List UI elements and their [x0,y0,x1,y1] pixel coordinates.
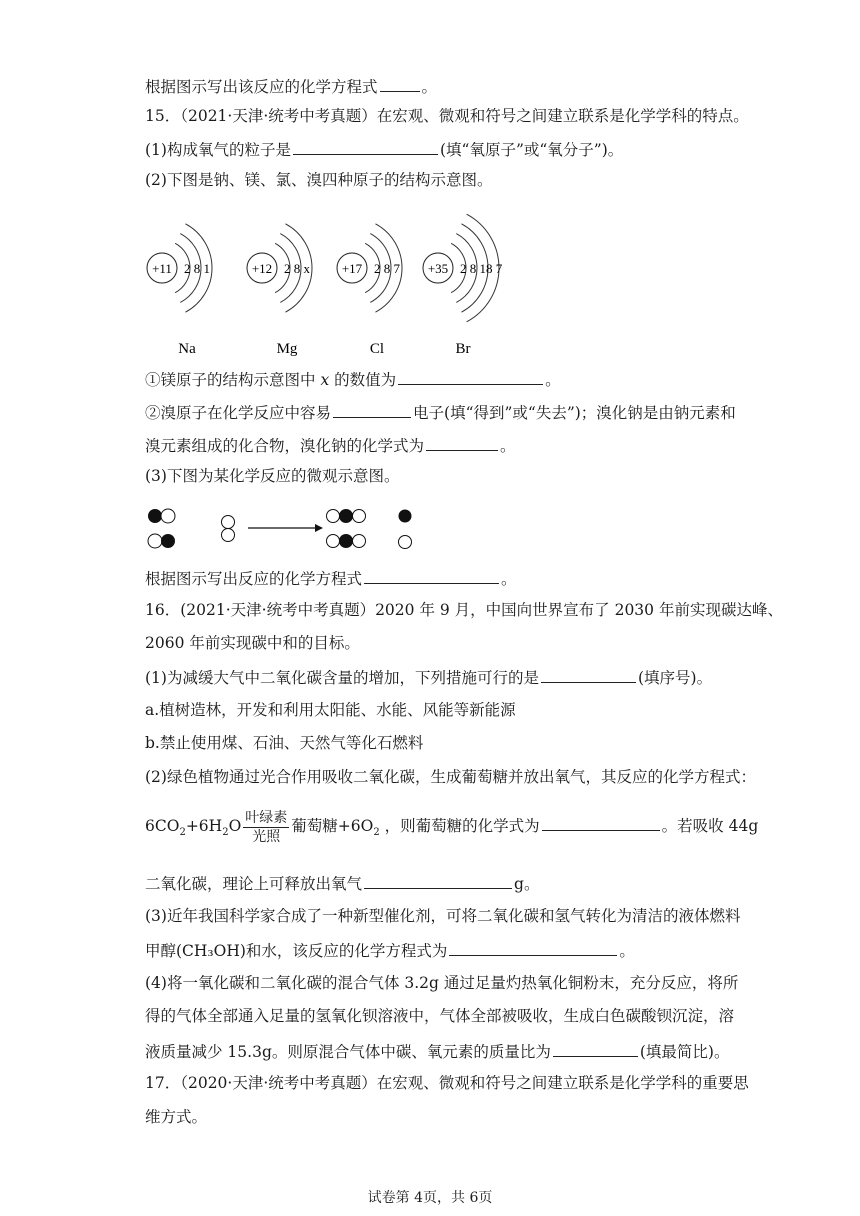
q17-header-l1: 17．（2020·天津·统考中考真题）在宏观、微观和符号之间建立联系是化学学科的重要思 [145,1074,749,1092]
q15-final-line: 根据图示写出反应的化学方程式 。 [145,567,517,589]
atom-mg [247,224,312,357]
answer-blank[interactable] [380,75,420,92]
atom-na [147,224,212,357]
answer-blank[interactable] [542,814,660,831]
atom-br [423,214,503,357]
element-symbol: Na [178,341,196,357]
shell-electrons: 2 8 18 7 [460,261,503,276]
q15-sub1: ①镁原子的结构示意图中 x 的数值为 。 [145,368,561,390]
q15-sub2: ②溴原子在化学反应中容易 电子(填“得到”或“失去”)；溴化钠是由钠元素和 [145,401,736,423]
nucleus-charge: +35 [427,261,449,276]
q16-header-l2: 2060 年前实现碳中和的目标。 [145,634,360,652]
answer-blank[interactable] [333,401,411,418]
q16-part1: (1)为减缓大气中二氧化碳含量的增加，下列措施可行的是 (填序号)。 [145,666,712,688]
q16-part2-line2: 二氧化碳，理论上可释放出氧气 g。 [145,872,539,894]
reaction-condition-fraction: $\frac{\text{叶绿素}}{\text{光照}}$ [245,809,288,845]
answer-blank[interactable] [553,1040,638,1057]
nucleus-charge: +17 [341,261,363,276]
q16-option-b: b.禁止使用煤、石油、天然气等化石燃料 [145,734,424,752]
element-symbol: Mg [276,341,298,357]
answer-blank[interactable] [398,368,543,385]
co2-molecule [327,509,366,523]
nucleus-charge: +12 [251,261,273,276]
shell-electrons: 2 8 7 [374,261,400,276]
q16-part3-l1: (3)近年我国科学家合成了一种新型催化剂，可将二氧化碳和氢气转化为清洁的液体燃料 [145,907,741,925]
q17-header-l2: 维方式。 [145,1108,208,1126]
photosynthesis-equation: $6CO_2+6H_2O$ $\frac{\text{叶绿素}}{\text{光照}}$ 葡萄糖$+6O_2$ [145,809,380,845]
oxygen-legend-icon [399,536,412,549]
answer-blank[interactable] [426,434,498,451]
q15-part1: (1)构成氧气的粒子是 (填“氧原子”或“氧分子”)。 [145,138,623,160]
element-symbol: Br [455,341,471,357]
q15-part3: (3)下图为某化学反应的微观示意图。 [145,467,400,485]
q16-part4-l1: (4)将一氧化碳和二氧化碳的混合气体 3.2g 通过足量灼热氧化铜粉末，充分反应，将所 [145,974,739,992]
o2-molecule [222,516,235,542]
co-molecule [148,509,175,523]
q16-equation-line: $6CO_2+6H_2O$ $\frac{\text{叶绿素}}{\text{光照}}$ 葡萄糖$+6O_2$ ，则葡萄糖的化学式为 。若吸收 44g [145,809,759,845]
page-footer: 试卷第 4页，共 6页 [367,1190,493,1206]
element-symbol: Cl [369,341,385,357]
q16-part2: (2)绿色植物通过光合作用吸收二氧化碳，生成葡萄糖并放出氧气，其反应的化学方程式： [145,768,756,786]
answer-blank[interactable] [364,872,512,889]
answer-blank[interactable] [364,567,499,584]
atom-cl [337,224,402,357]
atom-structure-diagram [140,200,550,365]
q16-part3-l2: 甲醇(CH₃OH)和水，该反应的化学方程式为 。 [145,939,635,961]
reaction-micro-diagram [140,500,480,560]
shell-electrons: 2 8 x [284,261,310,276]
carbon-legend-icon [399,510,412,523]
co-molecule [148,534,175,548]
answer-blank[interactable] [449,939,617,956]
q14-final-line: 根据图示写出该反应的化学方程式 。 [145,75,437,97]
answer-blank[interactable] [293,138,438,155]
answer-blank[interactable] [541,666,636,683]
q15-part2: (2)下图是钠、镁、氯、溴四种原子的结构示意图。 [145,171,493,189]
q16-option-a: a.植树造林，开发和利用太阳能、水能、风能等新能源 [145,701,516,719]
co2-molecule [327,534,366,548]
q15-sub2-line2: 溴元素组成的化合物，溴化钠的化学式为 。 [145,434,516,456]
nucleus-charge: +11 [152,261,172,276]
shell-electrons: 2 8 1 [184,261,210,276]
q16-header-l1: 16．(2021·天津·统考中考真题）2020 年 9 月，中国向世界宣布了 2030 年前实现碳达峰、 [145,601,783,619]
arrow-head [315,524,323,532]
q16-part4-l2: 得的气体全部通入足量的氢氧化钡溶液中，气体全部被吸收，生成白色碳酸钡沉淀，溶 [145,1007,735,1025]
q16-part4-l3: 液质量减少 15.3g。则原混合气体中碳、氧元素的质量比为 (填最简比)。 [145,1040,729,1062]
q15-header: 15．（2021·天津·统考中考真题）在宏观、微观和符号之间建立联系是化学学科的特点。 [145,107,749,125]
